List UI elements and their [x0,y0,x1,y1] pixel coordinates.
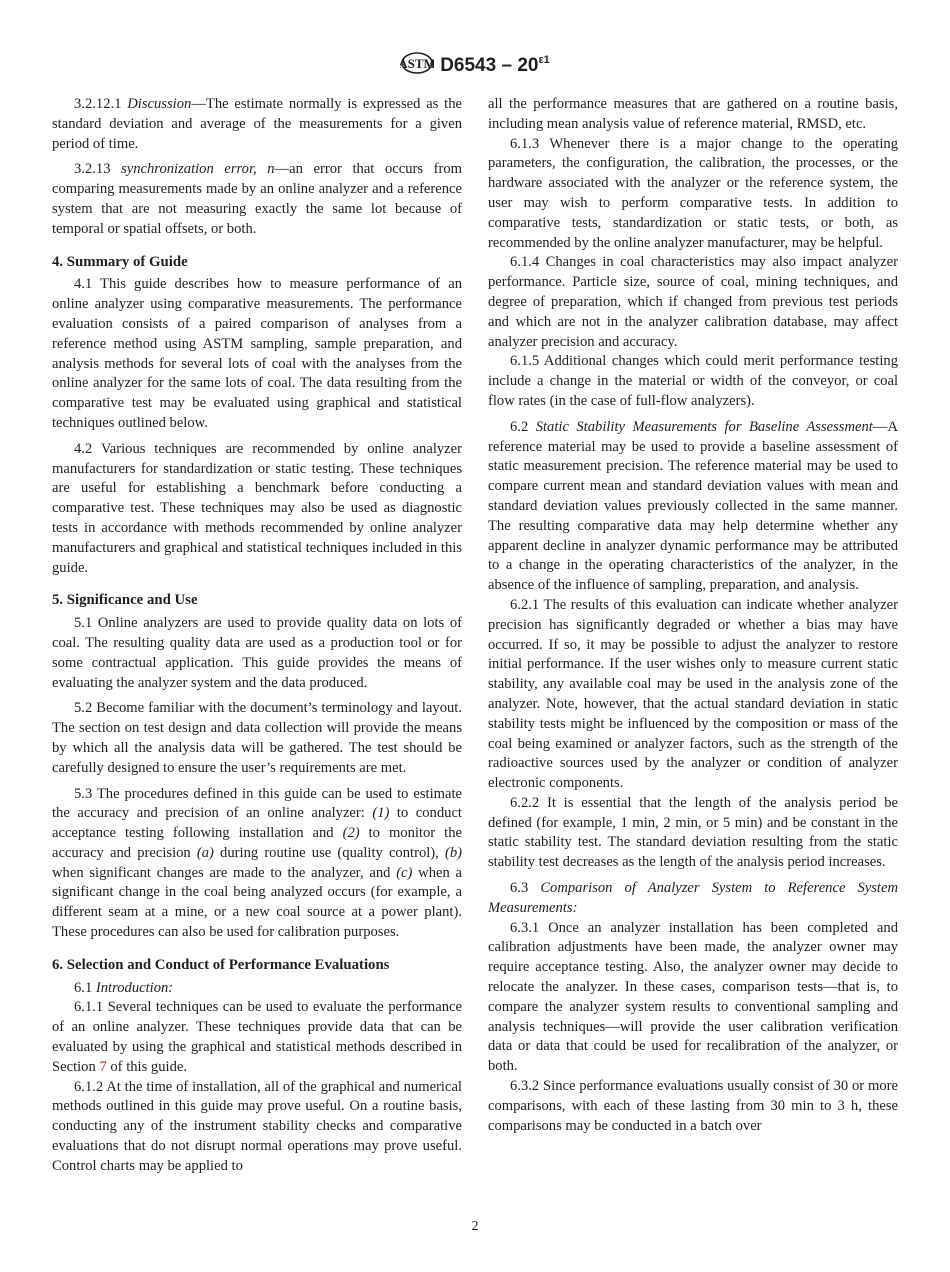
text-run: 6.3 [510,880,541,897]
paragraph [488,1077,898,1136]
paragraph [52,1078,462,1177]
italic-text: Introduction: [95,979,174,996]
paragraph [52,699,462,778]
text-run: 6.3.1 Once an analyzer installation has been completed and calibration adjustments have been made, the analyzer owner may require acceptance testing. Also, the analyzer owner may decide to relocate the analyzer. In these cases, comparison tests—that is, to compare the analyzer system results to conventional sampling and analysis techniques—will provide the user calibration verification data or data that could be used for recalibration of the analyzer, or both. [488,919,898,1075]
italic-text: (a) [196,844,214,861]
text-run: —A reference material may be used to provide a baseline assessment of static measurement precision. The reference material may be used to compare current mean and standard deviation values with mean and standard deviation values previously collected in the same manner. The resulting comparative data may help determine whether any apparent decline in analyzer dynamic performance may be attributed to a change in the operating characteristics of the analyzer, in the absence of the influence of sampling, preparation, and analysis. [488,418,898,594]
section-link[interactable]: 7 [99,1058,107,1075]
paragraph [52,275,462,433]
section-heading: 5. Significance and Use [52,592,198,609]
paragraph [488,352,898,411]
text-run: 5.1 Online analyzers are used to provide quality data on lots of coal. The resulting quality data are used as a production tool or for some contractual application. This guide provides the means of evaluating the analyzer system and the data produced. [52,615,462,691]
italic-text: (c) [396,864,413,881]
text-run: during routine use (quality control), [213,844,445,861]
italic-text: (2) [342,825,360,842]
text-run: 6.3.2 Since performance evaluations usually consist of 30 or more comparisons, with each of these lasting from 30 min to 3 h, these comparisons may be conducted in a batch over [488,1078,898,1134]
page-number: 2 [471,1219,479,1234]
paragraph [52,614,462,693]
text-run: 6.1.3 Whenever there is a major change to the operating parameters, the configuration, the calibration, the processes, or the hardware associated with the analyzer or the reference system, the user may wish to perform comparative tests. In addition to comparative tests, standardization or static tests, or both, as recommended by the online analyzer manufacturer, may be helpful. [488,135,898,251]
paragraph [52,95,462,154]
text-run: when significant changes are made to the analyzer, and [52,864,397,881]
paragraph [52,998,462,1077]
italic-text: (b) [444,844,462,861]
text-run: 3.2.12.1 [74,96,128,112]
text-run: —an error that occurs from comparing measurements made by an online analyzer and a reference system that are not measuring exactly the same lot because of temporal or spatial offsets, or both. [52,161,462,237]
text-run: 4.2 Various techniques are recommended by online analyzer manufacturers for standardization or static testing. These techniques are useful for establishing a benchmark before conducting a comparative test. These techniques may also be used as diagnostic tests in accordance with methods recommended by online analyzer manufacturers and graphical and statistical techniques included in this guide. [52,440,462,576]
text-run: 3.2.13 [74,161,122,178]
paragraph [488,253,898,352]
paragraph [488,135,898,254]
text-run: 6.2 [510,418,536,435]
text-run: 6.2.1 The results of this evaluation can indicate whether analyzer precision has significantly degraded or whether a bias may have occurred. If so, it may be possible to adjust the analyzer to restore initial performance. If the user wishes only to measure current static stability, any available coal may be used in the analysis zone of the analyzer. Note, however, that the actual standard deviation in static stability tests might be influenced by the composition or mass of the coal being examined or analyzer factors, such as the strength of the radioactive sources used by the analyzer or condition of analyzer electronic components. [488,596,898,792]
section-heading: 6. Selection and Conduct of Performance Evaluations [52,956,390,973]
text-run: 6.1.5 Additional changes which could merit performance testing include a change in the material or width of the conveyor, or coal flow rates (in the case of full-flow analyzers). [488,353,898,409]
text-run: 5.3 The procedures defined in this guide can be used to estimate the accuracy and precision of an online analyzer: [52,785,462,822]
text-run: 5.2 Become familiar with the document’s terminology and layout. The section on test design and data collection will provide the means by which all the analysis data will be gathered. The test should be carefully designed to ensure the user’s requirements are met. [52,700,462,776]
text-run: 4.1 This guide describes how to measure performance of an online analyzer using comparative measurements. The performance evaluation consists of a paired comparison of analyses from a reference method using ASTM sampling, sample preparation, and analysis methods for several lots of coal with the analyses from the online analyzer for the same lots of coal. The data resulting from the comparative test may be evaluated using graphical and statistical techniques outlined below. [52,276,462,431]
section-heading: 4. Summary of Guide [52,253,188,270]
document-header [0,50,950,82]
paragraph [488,596,898,794]
paragraph [52,979,462,999]
text-run: all the performance measures that are gathered on a routine basis, including mean analysis value of reference material, RMSD, etc. [488,96,898,132]
text-run: 6.1 [74,979,96,996]
text-run: to conduct acceptance testing following installation and [52,805,462,842]
left-column [52,95,462,1177]
paragraph [488,794,898,873]
text-run: 6.2.2 It is essential that the length of the analysis period be defined (for example, 1 min, 2 min, or 5 min) and be constant in the static stability test. The standard deviation resulting from the static stability test decreases as the length of the analysis period increases. [488,794,898,871]
paragraph [52,785,462,943]
text-run: when a significant change in the coal being analyzed occurs (for example, a different seam at a mine, or a new coal source at a power plant). These procedures can also be used for calibration purposes. [52,864,462,941]
designation-superscript: ε1 [538,54,550,67]
text-run: of this guide. [106,1058,187,1075]
paragraph [488,95,898,135]
svg-text:ASTM: ASTM [400,56,435,71]
italic-text: (1) [372,805,390,822]
italic-text: Comparison of Analyzer System to Reference System Measurements: [488,880,899,916]
text-run: —The estimate normally is expressed as the standard deviation and average of the measurements for a given period of time. [52,96,463,152]
text-run: to monitor the accuracy and precision [52,825,462,861]
designation: D6543 – 20 [440,55,539,77]
text-run: 6.1.2 At the time of installation, all of the graphical and numerical methods outlined in this guide may prove useful. On a routine basis, conducting any of the instrument stability checks and comparative evaluations that do not disrupt normal operations may prove useful. Control charts may be applied to [52,1078,462,1174]
italic-text: Discussion [127,96,192,112]
text-run: 6.1.1 Several techniques can be used to evaluate the performance of an online analyzer. These techniques provide data that can be evaluated by using the graphical and statistical methods described in Section [52,999,462,1075]
text-run: 6.1.4 Changes in coal characteristics may also impact analyzer performance. Particle size, source of coal, mining techniques, and degree of preparation, which if changed from previous test periods and which are not in the analyzer calibration database, may affect analyzer precision and accuracy. [488,254,898,350]
italic-text: synchronization error, n [121,161,275,178]
paragraph [52,440,462,579]
paragraph [488,919,898,1077]
italic-text: Static Stability Measurements for Baseline Assessment [535,418,873,435]
paragraph [488,879,898,919]
right-column [488,95,898,1136]
paragraph [52,160,462,239]
astm-logo-icon [400,50,434,82]
paragraph [488,418,898,596]
